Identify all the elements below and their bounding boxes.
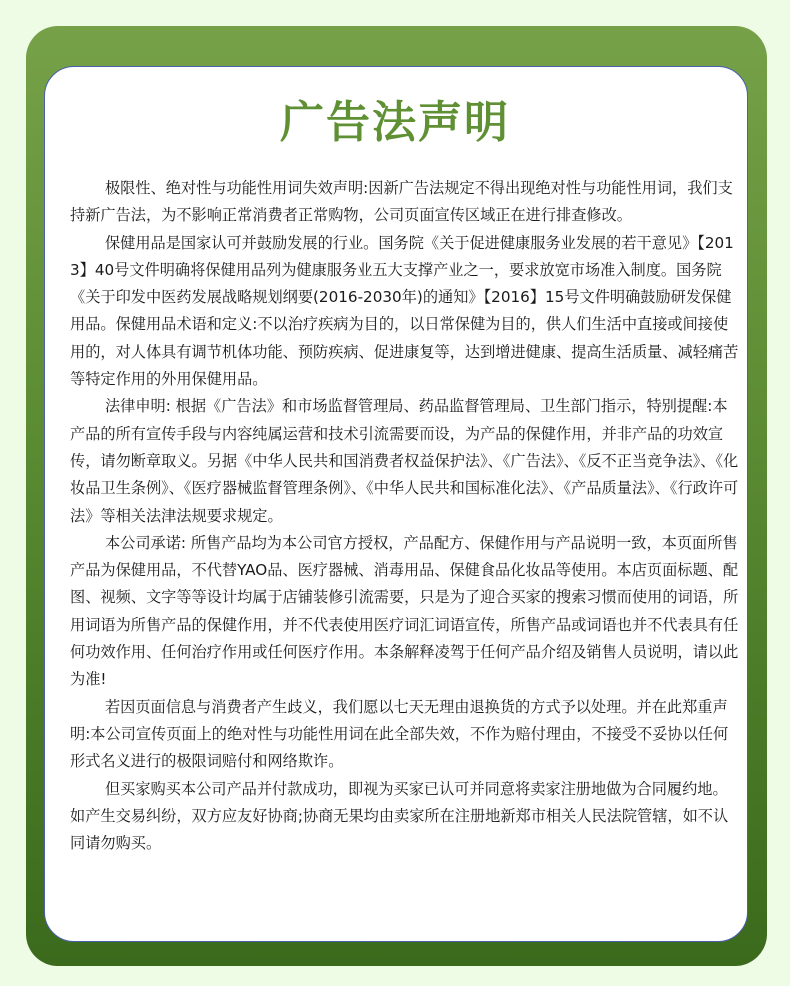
paragraph-absolute-terms: 极限性、绝对性与功能性用词失效声明:因新广告法规定不得出现绝对性与功能性用词，我们支持新广告法，为不影响正常消费者正常购物，公司页面宣传区域正在进行排查修改。 — [70, 179, 733, 225]
paragraph-company-promise: 本公司承诺: 所售产品均为本公司官方授权，产品配方、保健作用与产品说明一致，本页面所售产品为保健用品，不代替YAO品、医疗器械、消毒用品、保健食品化妆品等使用。本店页面标题、配图、视频、文字等等设计均属于店铺装修引流需要，只是为了迎合买家的搜索习惯而使用的词语，所用词语为所售产品的保健作用，并不代表使用医疗词汇词语宣传，所售产品或词语也并不代表具有任何功效作用、任何治疗作用或任何医疗作用。本条解释凌驾于任何产品介绍及销售人员说明，请以此为准! — [70, 533, 739, 689]
paragraph-legal-statement: 法律申明: 根据《广告法》和市场监督管理局、药品监督管理局、卫生部门指示，特别提醒:本产品的所有宣传手段与内容纯属运营和技术引流需要而设，为产品的保健作用，并非产品的功效宣传，请勿断章取义。另据《中华人民共和国消费者权益保护法》、《广告法》、《反不正当竞争法》、《化妆品卫生条例》、《医疗器械监督管理条例》、《中华人民共和国标准化法》、《产品质量法》、《行政许可法》等相关法津法规要求规定。 — [70, 397, 739, 525]
paragraph-jurisdiction: 但买家购买本公司产品并付款成功，即视为买家已认可并同意将卖家注册地做为合同履约地。如产生交易纠纷，双方应友好协商;协商无果均由卖家所在注册地新郑市相关人民法院管辖，如不认同请勿购买。 — [70, 779, 729, 853]
statement-body — [70, 175, 740, 857]
paragraph-dispute-handling: 若因页面信息与消费者产生歧义，我们愿以七天无理由退换货的方式予以处理。并在此郑重声明:本公司宣传页面上的绝对性与功能性用词在此全部失效，不作为赔付理由，不接受不妥协以任何形式名义进行的极限词赔付和网络欺诈。 — [70, 697, 729, 771]
paragraph-health-products: 保健用品是国家认可并鼓励发展的行业。国务院《关于促进健康服务业发展的若干意见》【2013】40号文件明确将保健用品列为健康服务业五大支撑产业之一，要求放宽市场准入制度。国务院《关于印发中医药发展战略规划纲要(2016-2030年)的通知》【2016】15号文件明确鼓励研发保健用品。保健用品术语和定义:不以治疗疾病为目的，以日常保健为目的，供人们生活中直接或间接使用的，对人体具有调节机体功能、预防疾病、促进康复等，达到增进健康、提高生活质量、减轻痛苦等特定作用的外用保健用品。 — [70, 233, 739, 389]
page-title: 广告法声明 — [280, 97, 510, 148]
